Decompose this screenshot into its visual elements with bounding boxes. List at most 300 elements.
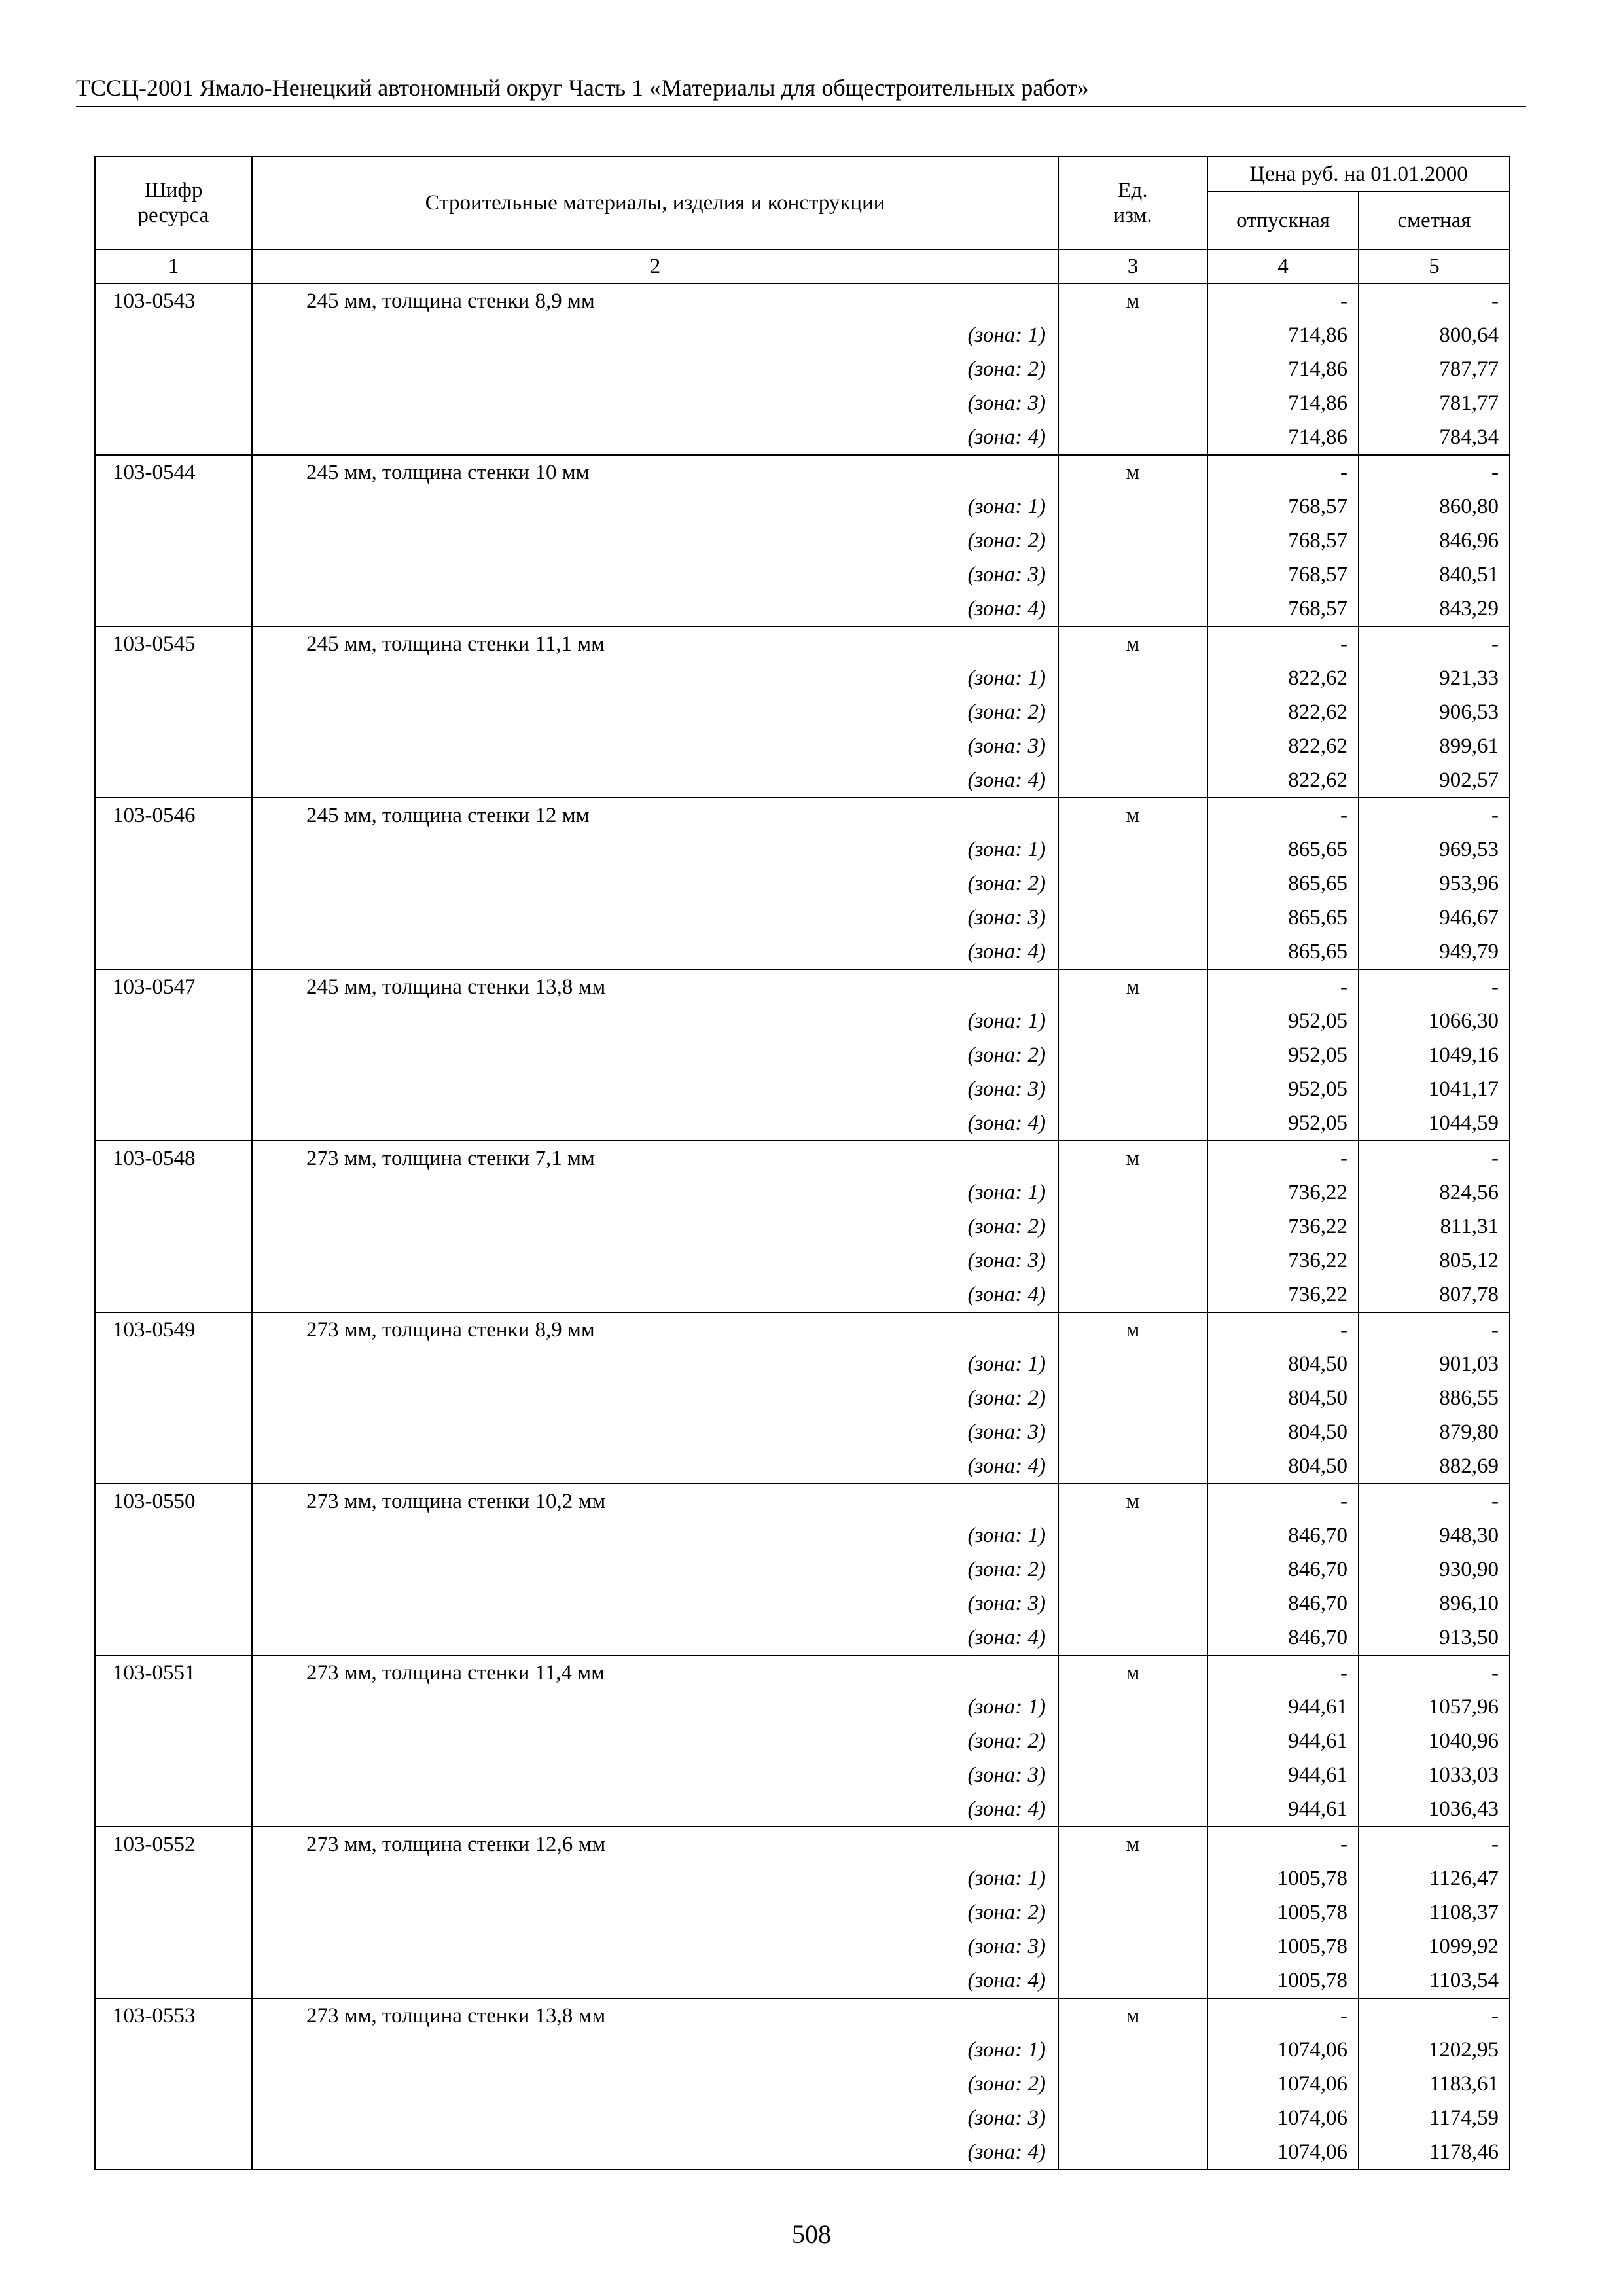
unit: м — [1058, 969, 1207, 1004]
code-cell-empty — [95, 1621, 252, 1655]
item-group — [95, 626, 1510, 798]
price-table — [94, 156, 1510, 2170]
zone-row — [95, 1381, 1510, 1415]
code-cell-empty — [95, 935, 252, 969]
zone-release-price: 846,70 — [1207, 1552, 1359, 1587]
zone-row — [95, 352, 1510, 386]
unit: м — [1058, 1312, 1207, 1347]
unit-cell-empty — [1058, 2101, 1207, 2135]
zone-row — [95, 1415, 1510, 1449]
zone-row — [95, 1244, 1510, 1278]
code-cell-empty — [95, 318, 252, 352]
unit-cell-empty — [1058, 1587, 1207, 1621]
material-name: 273 мм, толщина стенки 10,2 мм — [252, 1484, 1058, 1518]
zone-row — [95, 318, 1510, 352]
unit-cell-empty — [1058, 1792, 1207, 1827]
unit: м — [1058, 1141, 1207, 1175]
material-name: 273 мм, толщина стенки 7,1 мм — [252, 1141, 1058, 1175]
zone-release-price: 822,62 — [1207, 661, 1359, 695]
zone-label: (зона: 3) — [252, 1415, 1058, 1449]
zone-release-price: 952,05 — [1207, 1072, 1359, 1106]
zone-row — [95, 763, 1510, 798]
release-price: - — [1207, 455, 1359, 490]
zone-label: (зона: 2) — [252, 1724, 1058, 1758]
code-cell-empty — [95, 1929, 252, 1964]
zone-estimate-price: 811,31 — [1359, 1210, 1510, 1244]
release-price: - — [1207, 798, 1359, 833]
zone-label: (зона: 2) — [252, 1038, 1058, 1072]
header-price-estimate: сметная — [1359, 192, 1510, 249]
zone-label: (зона: 4) — [252, 1792, 1058, 1827]
unit-cell-empty — [1058, 1106, 1207, 1141]
header-code — [95, 156, 252, 249]
estimate-price: - — [1359, 1484, 1510, 1518]
zone-row — [95, 1621, 1510, 1655]
material-name: 273 мм, толщина стенки 12,6 мм — [252, 1827, 1058, 1861]
zone-row — [95, 558, 1510, 592]
zone-estimate-price: 1041,17 — [1359, 1072, 1510, 1106]
code-cell-empty — [95, 2033, 252, 2067]
zone-label: (зона: 3) — [252, 558, 1058, 592]
zone-label: (зона: 3) — [252, 1758, 1058, 1792]
zone-label: (зона: 4) — [252, 592, 1058, 626]
code-cell-empty — [95, 558, 252, 592]
zone-label: (зона: 3) — [252, 386, 1058, 420]
resource-code: 103-0545 — [95, 626, 252, 661]
unit-cell-empty — [1058, 1690, 1207, 1724]
zone-estimate-price: 906,53 — [1359, 695, 1510, 729]
item-group — [95, 455, 1510, 626]
zone-release-price: 1074,06 — [1207, 2101, 1359, 2135]
zone-estimate-price: 921,33 — [1359, 661, 1510, 695]
column-number: 1 — [95, 249, 252, 283]
zone-label: (зона: 3) — [252, 2101, 1058, 2135]
zone-estimate-price: 896,10 — [1359, 1587, 1510, 1621]
code-cell-empty — [95, 2135, 252, 2170]
header-unit-line1: Ед. — [1118, 179, 1148, 202]
unit-cell-empty — [1058, 1210, 1207, 1244]
code-cell-empty — [95, 1106, 252, 1141]
zone-estimate-price: 930,90 — [1359, 1552, 1510, 1587]
item-group — [95, 283, 1510, 455]
zone-row — [95, 1929, 1510, 1964]
item-row — [95, 798, 1510, 833]
item-row — [95, 969, 1510, 1004]
unit: м — [1058, 1655, 1207, 1690]
zone-label: (зона: 2) — [252, 2067, 1058, 2101]
zone-release-price: 768,57 — [1207, 524, 1359, 558]
code-cell-empty — [95, 1690, 252, 1724]
zone-release-price: 846,70 — [1207, 1587, 1359, 1621]
material-name: 273 мм, толщина стенки 8,9 мм — [252, 1312, 1058, 1347]
code-cell-empty — [95, 1587, 252, 1621]
unit-cell-empty — [1058, 1724, 1207, 1758]
code-cell-empty — [95, 1004, 252, 1038]
code-cell-empty — [95, 352, 252, 386]
zone-label: (зона: 2) — [252, 695, 1058, 729]
zone-label: (зона: 1) — [252, 2033, 1058, 2067]
zone-release-price: 944,61 — [1207, 1690, 1359, 1724]
zone-estimate-price: 949,79 — [1359, 935, 1510, 969]
release-price: - — [1207, 1141, 1359, 1175]
zone-release-price: 1074,06 — [1207, 2135, 1359, 2170]
zone-row — [95, 2135, 1510, 2170]
item-row — [95, 283, 1510, 318]
zone-row — [95, 1690, 1510, 1724]
unit: м — [1058, 798, 1207, 833]
zone-estimate-price: 901,03 — [1359, 1347, 1510, 1381]
zone-release-price: 952,05 — [1207, 1004, 1359, 1038]
zone-row — [95, 1587, 1510, 1621]
material-name: 245 мм, толщина стенки 11,1 мм — [252, 626, 1058, 661]
zone-label: (зона: 4) — [252, 1449, 1058, 1484]
zone-row — [95, 1895, 1510, 1929]
zone-estimate-price: 1202,95 — [1359, 2033, 1510, 2067]
unit-cell-empty — [1058, 1518, 1207, 1552]
zone-row — [95, 1449, 1510, 1484]
unit-cell-empty — [1058, 935, 1207, 969]
unit-cell-empty — [1058, 1347, 1207, 1381]
code-cell-empty — [95, 695, 252, 729]
code-cell-empty — [95, 1895, 252, 1929]
zone-estimate-price: 784,34 — [1359, 420, 1510, 455]
zone-estimate-price: 1178,46 — [1359, 2135, 1510, 2170]
item-row — [95, 1655, 1510, 1690]
zone-release-price: 1005,78 — [1207, 1861, 1359, 1895]
document-header: ТССЦ-2001 Ямало-Ненецкий автономный округ Часть 1 «Материалы для общестроительных работ» — [76, 75, 1089, 101]
zone-release-price: 768,57 — [1207, 558, 1359, 592]
unit: м — [1058, 455, 1207, 490]
zone-row — [95, 1004, 1510, 1038]
unit-cell-empty — [1058, 1175, 1207, 1210]
unit: м — [1058, 283, 1207, 318]
zone-label: (зона: 2) — [252, 1381, 1058, 1415]
item-group — [95, 969, 1510, 1141]
zone-label: (зона: 2) — [252, 867, 1058, 901]
zone-label: (зона: 1) — [252, 1861, 1058, 1895]
zone-label: (зона: 3) — [252, 901, 1058, 935]
code-cell-empty — [95, 524, 252, 558]
zone-release-price: 944,61 — [1207, 1792, 1359, 1827]
item-row — [95, 455, 1510, 490]
code-cell-empty — [95, 386, 252, 420]
header-unit-line2: изм. — [1113, 204, 1152, 227]
zone-row — [95, 661, 1510, 695]
zone-release-price: 846,70 — [1207, 1518, 1359, 1552]
zone-estimate-price: 807,78 — [1359, 1278, 1510, 1312]
zone-label: (зона: 3) — [252, 1244, 1058, 1278]
zone-estimate-price: 1040,96 — [1359, 1724, 1510, 1758]
estimate-price: - — [1359, 1827, 1510, 1861]
zone-label: (зона: 4) — [252, 1278, 1058, 1312]
zone-label: (зона: 2) — [252, 352, 1058, 386]
code-cell-empty — [95, 490, 252, 524]
zone-estimate-price: 886,55 — [1359, 1381, 1510, 1415]
zone-estimate-price: 953,96 — [1359, 867, 1510, 901]
unit-cell-empty — [1058, 592, 1207, 626]
zone-label: (зона: 4) — [252, 420, 1058, 455]
zone-release-price: 804,50 — [1207, 1347, 1359, 1381]
zone-estimate-price: 843,29 — [1359, 592, 1510, 626]
zone-label: (зона: 4) — [252, 1106, 1058, 1141]
page-number: 508 — [792, 2219, 831, 2249]
zone-release-price: 804,50 — [1207, 1449, 1359, 1484]
zone-release-price: 1005,78 — [1207, 1964, 1359, 1998]
unit-cell-empty — [1058, 1552, 1207, 1587]
zone-row — [95, 901, 1510, 935]
zone-row — [95, 1347, 1510, 1381]
zone-label: (зона: 2) — [252, 524, 1058, 558]
zone-label: (зона: 4) — [252, 763, 1058, 798]
item-row — [95, 1312, 1510, 1347]
resource-code: 103-0553 — [95, 1998, 252, 2033]
unit-cell-empty — [1058, 1861, 1207, 1895]
zone-release-price: 822,62 — [1207, 695, 1359, 729]
zone-row — [95, 2033, 1510, 2067]
zone-estimate-price: 882,69 — [1359, 1449, 1510, 1484]
code-cell-empty — [95, 1518, 252, 1552]
zone-label: (зона: 1) — [252, 1347, 1058, 1381]
unit-cell-empty — [1058, 901, 1207, 935]
zone-row — [95, 592, 1510, 626]
material-name: 273 мм, толщина стенки 11,4 мм — [252, 1655, 1058, 1690]
code-cell-empty — [95, 1038, 252, 1072]
zone-label: (зона: 4) — [252, 935, 1058, 969]
zone-release-price: 944,61 — [1207, 1724, 1359, 1758]
unit-cell-empty — [1058, 1278, 1207, 1312]
zone-estimate-price: 1049,16 — [1359, 1038, 1510, 1072]
zone-release-price: 768,57 — [1207, 592, 1359, 626]
code-cell-empty — [95, 1244, 252, 1278]
zone-label: (зона: 4) — [252, 2135, 1058, 2170]
unit-cell-empty — [1058, 1895, 1207, 1929]
zone-row — [95, 1278, 1510, 1312]
unit-cell-empty — [1058, 695, 1207, 729]
unit-cell-empty — [1058, 558, 1207, 592]
code-cell-empty — [95, 1861, 252, 1895]
zone-estimate-price: 948,30 — [1359, 1518, 1510, 1552]
zone-release-price: 714,86 — [1207, 318, 1359, 352]
unit-cell-empty — [1058, 1449, 1207, 1484]
code-cell-empty — [95, 1210, 252, 1244]
item-row — [95, 1484, 1510, 1518]
item-group — [95, 798, 1510, 969]
zone-row — [95, 1210, 1510, 1244]
zone-release-price: 804,50 — [1207, 1381, 1359, 1415]
zone-release-price: 714,86 — [1207, 386, 1359, 420]
zone-row — [95, 386, 1510, 420]
zone-row — [95, 1964, 1510, 1998]
resource-code: 103-0552 — [95, 1827, 252, 1861]
unit-cell-empty — [1058, 2033, 1207, 2067]
unit-cell-empty — [1058, 2135, 1207, 2170]
zone-row — [95, 2067, 1510, 2101]
material-name: 273 мм, толщина стенки 13,8 мм — [252, 1998, 1058, 2033]
unit-cell-empty — [1058, 420, 1207, 455]
estimate-price: - — [1359, 798, 1510, 833]
estimate-price: - — [1359, 969, 1510, 1004]
column-number: 3 — [1058, 249, 1207, 283]
code-cell-empty — [95, 592, 252, 626]
zone-release-price: 1074,06 — [1207, 2067, 1359, 2101]
zone-estimate-price: 1103,54 — [1359, 1964, 1510, 1998]
zone-release-price: 865,65 — [1207, 901, 1359, 935]
zone-release-price: 736,22 — [1207, 1175, 1359, 1210]
unit-cell-empty — [1058, 2067, 1207, 2101]
code-cell-empty — [95, 1278, 252, 1312]
zone-release-price: 1005,78 — [1207, 1929, 1359, 1964]
unit-cell-empty — [1058, 1244, 1207, 1278]
release-price: - — [1207, 626, 1359, 661]
zone-estimate-price: 1066,30 — [1359, 1004, 1510, 1038]
zone-row — [95, 729, 1510, 763]
zone-row — [95, 1758, 1510, 1792]
zone-estimate-price: 1126,47 — [1359, 1861, 1510, 1895]
zone-row — [95, 1724, 1510, 1758]
unit: м — [1058, 1484, 1207, 1518]
zone-estimate-price: 899,61 — [1359, 729, 1510, 763]
estimate-price: - — [1359, 1998, 1510, 2033]
unit-cell-empty — [1058, 1381, 1207, 1415]
estimate-price: - — [1359, 1312, 1510, 1347]
resource-code: 103-0547 — [95, 969, 252, 1004]
zone-label: (зона: 2) — [252, 1210, 1058, 1244]
zone-release-price: 1005,78 — [1207, 1895, 1359, 1929]
code-cell-empty — [95, 867, 252, 901]
unit-cell-empty — [1058, 833, 1207, 867]
item-group — [95, 1998, 1510, 2170]
zone-estimate-price: 1033,03 — [1359, 1758, 1510, 1792]
zone-estimate-price: 805,12 — [1359, 1244, 1510, 1278]
resource-code: 103-0548 — [95, 1141, 252, 1175]
zone-estimate-price: 1036,43 — [1359, 1792, 1510, 1827]
unit-cell-empty — [1058, 1964, 1207, 1998]
zone-label: (зона: 1) — [252, 661, 1058, 695]
resource-code: 103-0544 — [95, 455, 252, 490]
zone-release-price: 952,05 — [1207, 1038, 1359, 1072]
zone-release-price: 804,50 — [1207, 1415, 1359, 1449]
unit-cell-empty — [1058, 1038, 1207, 1072]
header-price-release: отпускная — [1207, 192, 1359, 249]
zone-label: (зона: 1) — [252, 490, 1058, 524]
zone-row — [95, 867, 1510, 901]
zone-row — [95, 1038, 1510, 1072]
release-price: - — [1207, 1827, 1359, 1861]
zone-row — [95, 1106, 1510, 1141]
zone-estimate-price: 969,53 — [1359, 833, 1510, 867]
zone-label: (зона: 3) — [252, 1929, 1058, 1964]
material-name: 245 мм, толщина стенки 12 мм — [252, 798, 1058, 833]
unit-cell-empty — [1058, 318, 1207, 352]
zone-row — [95, 935, 1510, 969]
zone-release-price: 736,22 — [1207, 1244, 1359, 1278]
zone-label: (зона: 1) — [252, 833, 1058, 867]
zone-estimate-price: 1174,59 — [1359, 2101, 1510, 2135]
zone-label: (зона: 3) — [252, 729, 1058, 763]
zone-row — [95, 2101, 1510, 2135]
material-name: 245 мм, толщина стенки 13,8 мм — [252, 969, 1058, 1004]
unit: м — [1058, 1827, 1207, 1861]
unit-cell-empty — [1058, 386, 1207, 420]
code-cell-empty — [95, 833, 252, 867]
header-name: Строительные материалы, изделия и конструкции — [252, 156, 1058, 249]
zone-estimate-price: 1183,61 — [1359, 2067, 1510, 2101]
release-price: - — [1207, 1998, 1359, 2033]
code-cell-empty — [95, 2067, 252, 2101]
zone-label: (зона: 1) — [252, 1690, 1058, 1724]
estimate-price: - — [1359, 455, 1510, 490]
code-cell-empty — [95, 1758, 252, 1792]
release-price: - — [1207, 1484, 1359, 1518]
code-cell-empty — [95, 1792, 252, 1827]
header-price-group: Цена руб. на 01.01.2000 — [1207, 156, 1510, 192]
zone-row — [95, 1861, 1510, 1895]
code-cell-empty — [95, 661, 252, 695]
resource-code: 103-0543 — [95, 283, 252, 318]
header-unit — [1058, 156, 1207, 249]
unit: м — [1058, 626, 1207, 661]
zone-label: (зона: 1) — [252, 1175, 1058, 1210]
unit: м — [1058, 1998, 1207, 2033]
item-row — [95, 1141, 1510, 1175]
code-cell-empty — [95, 1347, 252, 1381]
zone-row — [95, 1518, 1510, 1552]
zone-estimate-price: 860,80 — [1359, 490, 1510, 524]
column-number: 5 — [1359, 249, 1510, 283]
zone-estimate-price: 781,77 — [1359, 386, 1510, 420]
zone-estimate-price: 787,77 — [1359, 352, 1510, 386]
header-code-line1: Шифр — [144, 179, 203, 202]
code-cell-empty — [95, 763, 252, 798]
zone-estimate-price: 946,67 — [1359, 901, 1510, 935]
code-cell-empty — [95, 729, 252, 763]
table-header — [95, 156, 1510, 283]
unit-cell-empty — [1058, 1621, 1207, 1655]
code-cell-empty — [95, 1415, 252, 1449]
resource-code: 103-0549 — [95, 1312, 252, 1347]
code-cell-empty — [95, 1552, 252, 1587]
zone-row — [95, 833, 1510, 867]
zone-release-price: 952,05 — [1207, 1106, 1359, 1141]
unit-cell-empty — [1058, 867, 1207, 901]
zone-row — [95, 490, 1510, 524]
zone-estimate-price: 840,51 — [1359, 558, 1510, 592]
zone-label: (зона: 3) — [252, 1072, 1058, 1106]
release-price: - — [1207, 283, 1359, 318]
zone-estimate-price: 913,50 — [1359, 1621, 1510, 1655]
zone-label: (зона: 2) — [252, 1895, 1058, 1929]
unit-cell-empty — [1058, 1929, 1207, 1964]
zone-estimate-price: 879,80 — [1359, 1415, 1510, 1449]
zone-row — [95, 1072, 1510, 1106]
zone-estimate-price: 902,57 — [1359, 763, 1510, 798]
zone-release-price: 865,65 — [1207, 935, 1359, 969]
zone-estimate-price: 1108,37 — [1359, 1895, 1510, 1929]
zone-release-price: 822,62 — [1207, 763, 1359, 798]
column-number: 2 — [252, 249, 1058, 283]
unit-cell-empty — [1058, 1758, 1207, 1792]
column-number: 4 — [1207, 249, 1359, 283]
item-group — [95, 1827, 1510, 1998]
zone-release-price: 846,70 — [1207, 1621, 1359, 1655]
unit-cell-empty — [1058, 352, 1207, 386]
zone-release-price: 944,61 — [1207, 1758, 1359, 1792]
item-row — [95, 1827, 1510, 1861]
zone-release-price: 865,65 — [1207, 867, 1359, 901]
zone-row — [95, 420, 1510, 455]
zone-release-price: 768,57 — [1207, 490, 1359, 524]
zone-estimate-price: 824,56 — [1359, 1175, 1510, 1210]
